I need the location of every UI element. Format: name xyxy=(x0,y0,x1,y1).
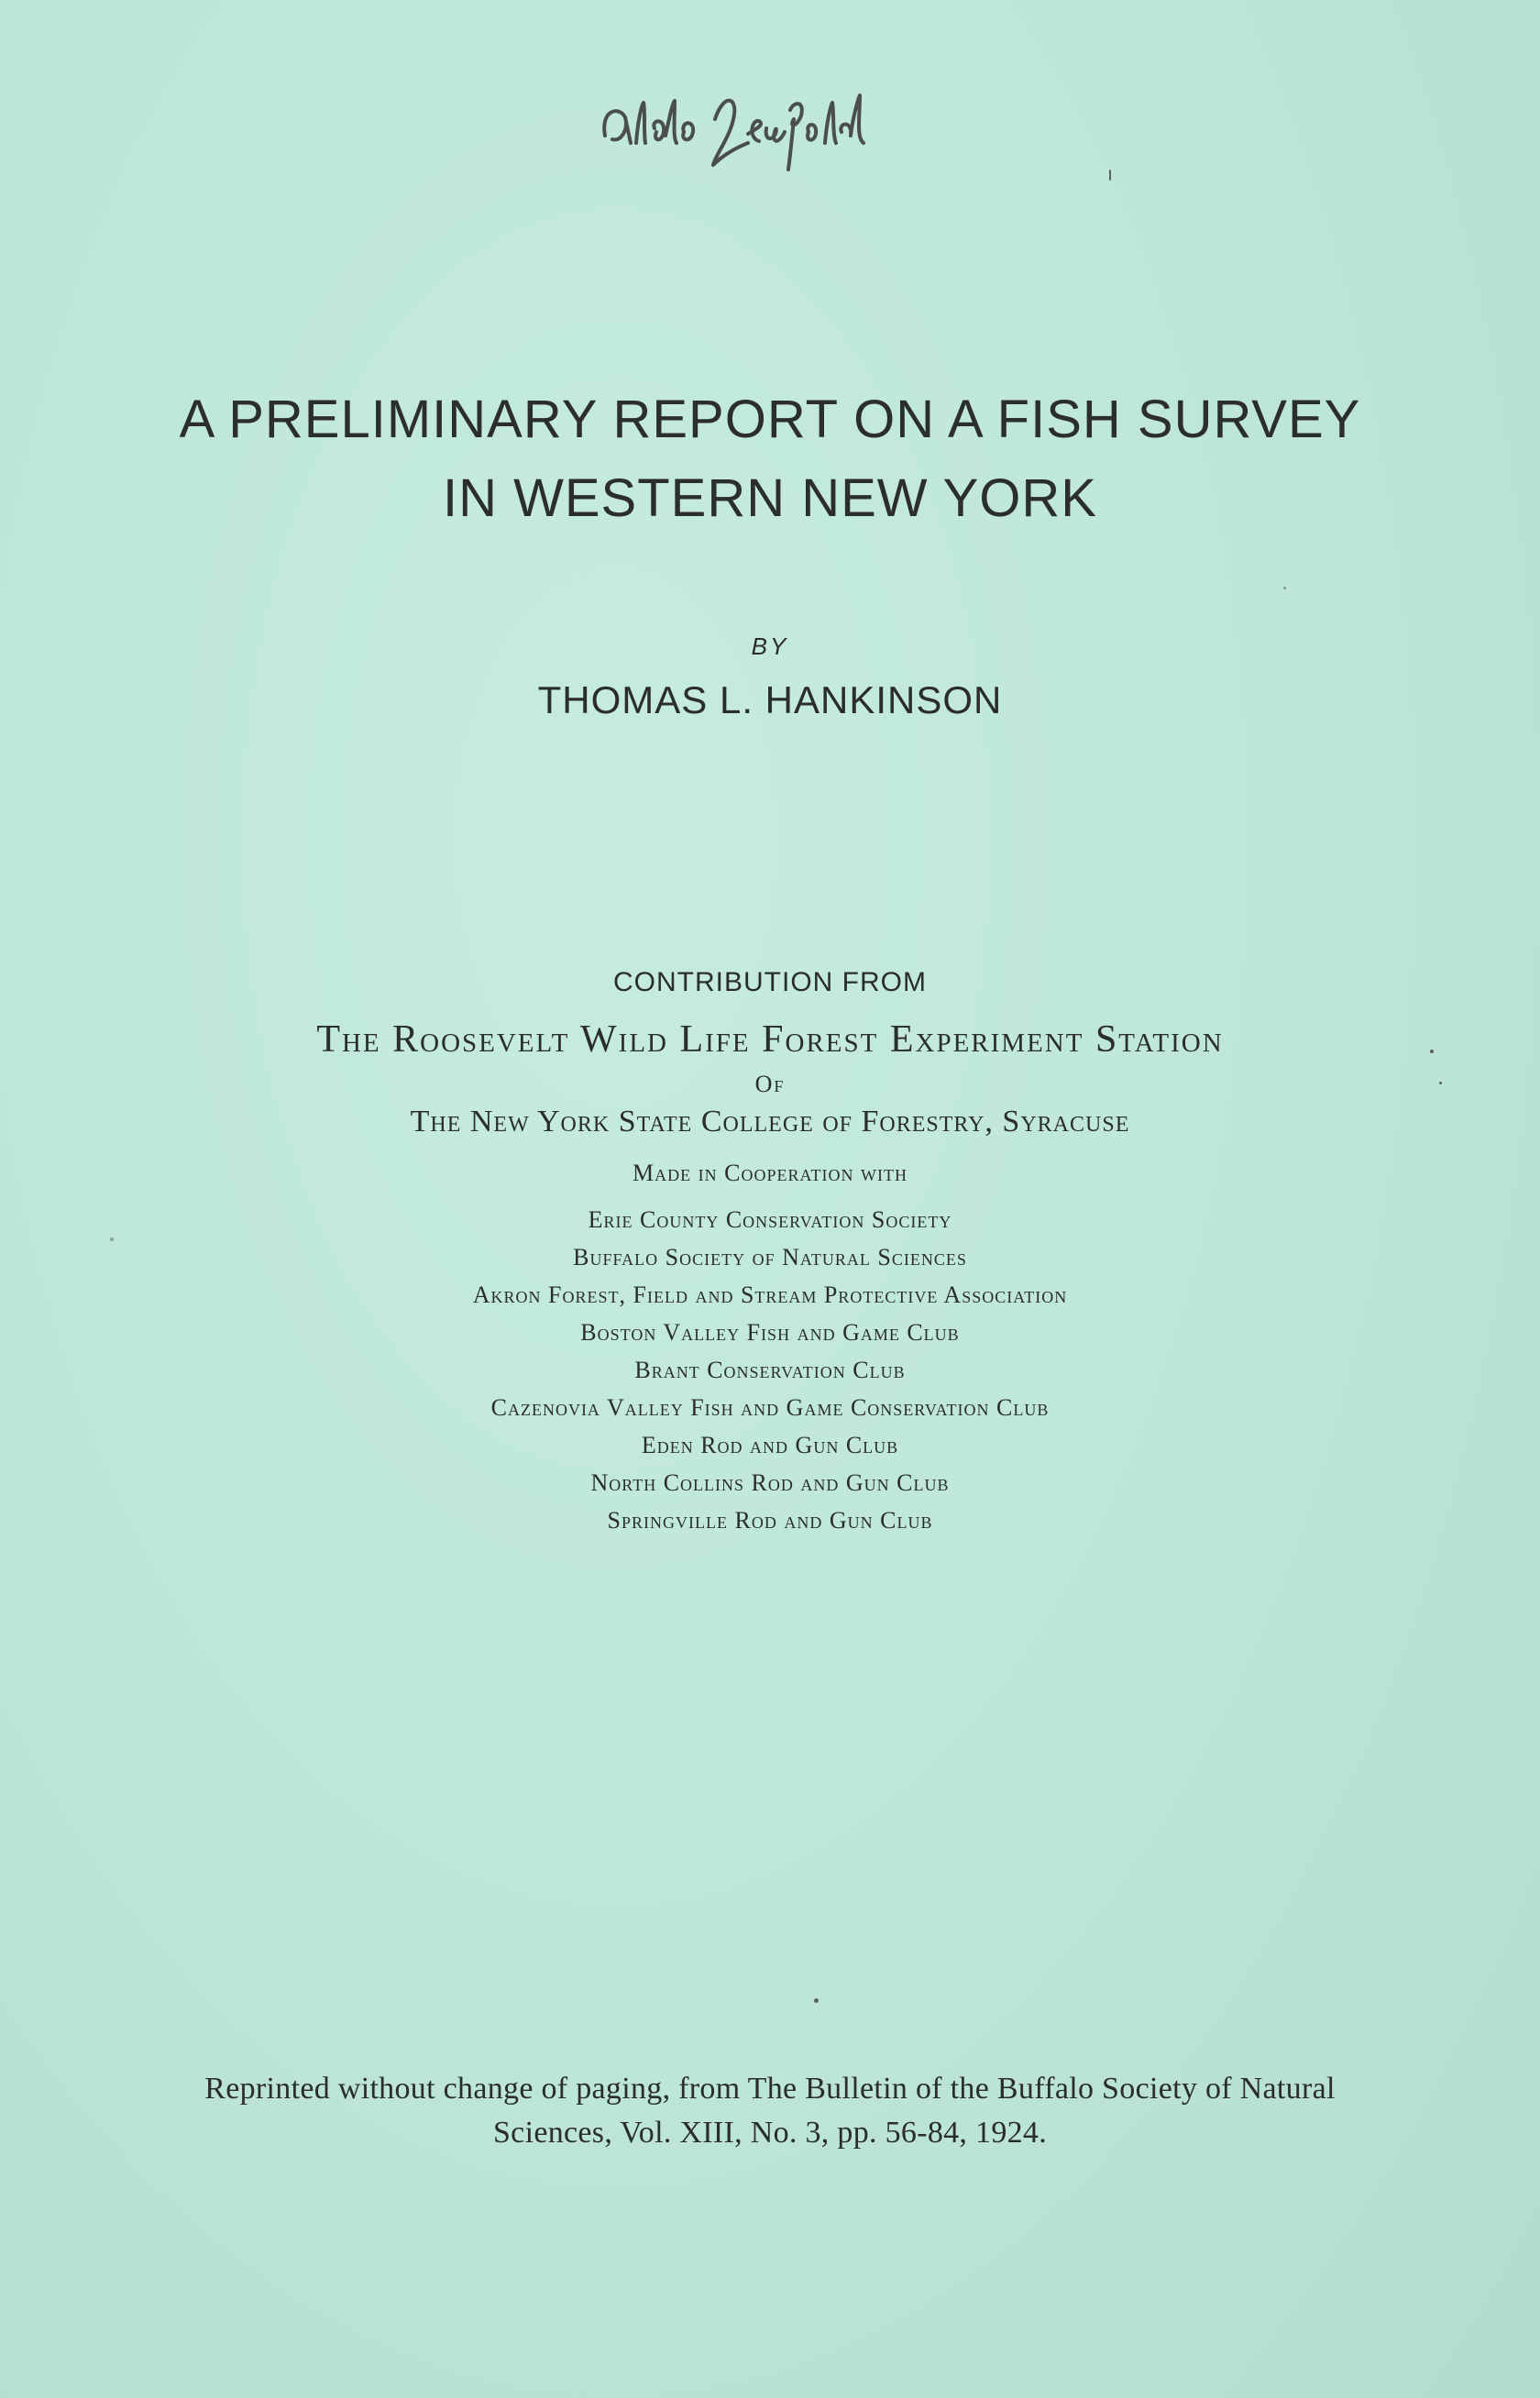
reprint-note xyxy=(0,2067,1540,2155)
reprint-line-1: Reprinted without change of paging, from The Bulletin of the Buffalo Society of Natural xyxy=(204,2072,1336,2106)
paper-speck xyxy=(1430,1050,1434,1053)
list-item: Buffalo Society of Natural Sciences xyxy=(573,1244,967,1270)
handwritten-signature xyxy=(0,55,1540,174)
list-item: Eden Rod and Gun Club xyxy=(641,1432,899,1458)
organization-list xyxy=(0,1201,1540,1539)
list-item: North Collins Rod and Gun Club xyxy=(590,1469,950,1496)
list-item: Boston Valley Fish and Game Club xyxy=(580,1319,960,1346)
paper-speck xyxy=(814,1998,819,2003)
contribution-label: CONTRIBUTION FROM xyxy=(613,967,927,997)
author-name: THOMAS L. HANKINSON xyxy=(537,678,1003,721)
title-line-1: A PRELIMINARY REPORT ON A FISH SURVEY xyxy=(179,390,1361,449)
paper-speck xyxy=(1439,1082,1442,1084)
reprint-line-2: Sciences, Vol. XIII, No. 3, pp. 56-84, 1924. xyxy=(492,2116,1048,2150)
paper-speck xyxy=(1109,170,1111,181)
cooperation-label: Made in Cooperation with xyxy=(632,1160,908,1186)
station-name: The Roosevelt Wild Life Forest Experiment Station xyxy=(316,1018,1224,1061)
of-label: Of xyxy=(754,1071,786,1097)
signature-image xyxy=(578,55,962,174)
list-item: Cazenovia Valley Fish and Game Conservation Club xyxy=(490,1394,1050,1421)
report-title xyxy=(0,380,1540,538)
list-item: Akron Forest, Field and Stream Protective Association xyxy=(472,1282,1068,1308)
paper-speck xyxy=(110,1238,114,1241)
by-label: BY xyxy=(751,632,789,660)
list-item: Brant Conservation Club xyxy=(634,1357,906,1383)
paper-speck xyxy=(1283,587,1286,589)
college-name: The New York State College of Forestry, Syracuse xyxy=(410,1105,1130,1138)
list-item: Erie County Conservation Society xyxy=(588,1206,952,1233)
list-item: Springville Rod and Gun Club xyxy=(607,1507,933,1534)
title-line-2: IN WESTERN NEW YORK xyxy=(443,468,1097,528)
